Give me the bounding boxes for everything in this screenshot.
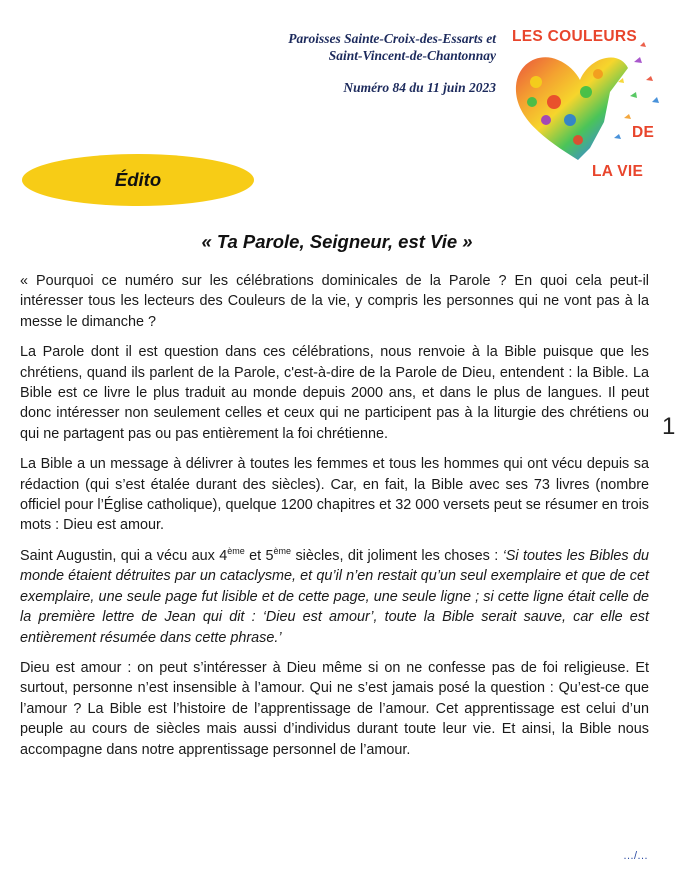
- paragraph-4: [20, 546, 649, 648]
- augustine-quote: ‘Si toutes les Bibles du monde étaient détruites par un cataclysme, et qu’il n’en restait qu’un seul exemplaire et que de cet exemplaire, une seule page fut lisible et de cette page, une seule ligne ; si cette ligne était celle de la première lettre de Jean qui dit : ‘Dieu est amour’, toute la Bible serait sauve, car elle est entièrement résumée dans cette phrase.’: [20, 547, 649, 646]
- section-label: Édito: [114, 169, 162, 190]
- paragraph-4-rest: siècles, dit joliment les choses :: [291, 547, 503, 564]
- logo-text-line3: LA VIE: [592, 163, 644, 180]
- paragraph-5: Dieu est amour : on peut s’intéresser à Dieu même si on ne confesse pas de foi religieuse. Et surtout, personne n’est insensible à l’amour. Qui ne s’est jamais posé la question : Qu’est-ce que l’amour ? La Bible est l’histoire de l’apprentissage de l’amour. Cet apprentissage est celui d’un peuple au cours de siècles mais aussi d’individus durant toute leur vie. Et ainsi, la Bible nous accompagne dans notre apprentissage personnel de l’amour.: [20, 659, 649, 758]
- newsletter-logo: [506, 22, 666, 192]
- parish-name-line1: Paroisses Sainte-Croix-des-Essarts et: [288, 31, 496, 46]
- section-label-pill: [22, 154, 254, 206]
- paragraph-3: La Bible a un message à délivrer à toutes les femmes et tous les hommes qui ont vécu depuis sa rédaction (qui s’est étalée durant des siècles). Car, en fait, la Bible avec ses 73 livres (nombre officiel pour l’Église catholique), quelque 1200 chapitres et 32 000 versets peut se résumer en trois mots : Dieu est amour.: [20, 456, 649, 534]
- page-side-number: 1: [662, 413, 675, 440]
- parish-name-line2: Saint-Vincent-de-Chantonnay: [328, 48, 496, 63]
- superscript-eme-1: ème: [227, 546, 245, 557]
- continuation-marker: …/…: [622, 850, 648, 862]
- issue-date: Numéro 84 du 11 juin 2023: [343, 80, 496, 95]
- logo-text-line2: DE: [632, 124, 655, 141]
- paragraph-4-intro: Saint Augustin, qui a vécu aux 4: [20, 547, 228, 564]
- article-body: [20, 271, 649, 770]
- paragraph-1: « Pourquoi ce numéro sur les célébrations dominicales de la Parole ? En quoi cela peut-il intéresser tous les lecteurs des Couleurs de la vie, y compris les personnes qui ne vont pas à la messe le dimanche ?: [20, 273, 649, 330]
- logo-text-line1: LES COULEURS: [512, 28, 638, 45]
- paragraph-2: La Parole dont il est question dans ces célébrations, nous renvoie à la Bible puisque que les chrétiens, quand ils parlent de la Parole, c'est-à-dire de la Parole de Dieu, entendent : la Bible. La Bible est ce livre le plus traduit au monde depuis 2000 ans, et dans le plus de langues. Il peut donc intéresser non seulement celles et ceux qui ne participent pas à la liturgie des chrétiens ou qui ne partagent pas ou pas entièrement la foi chrétienne.: [20, 344, 649, 442]
- paragraph-4-and: et 5: [244, 547, 274, 564]
- article-title: « Ta Parole, Seigneur, est Vie »: [201, 231, 473, 252]
- superscript-eme-2: ème: [273, 546, 292, 557]
- newsletter-header: [176, 30, 496, 96]
